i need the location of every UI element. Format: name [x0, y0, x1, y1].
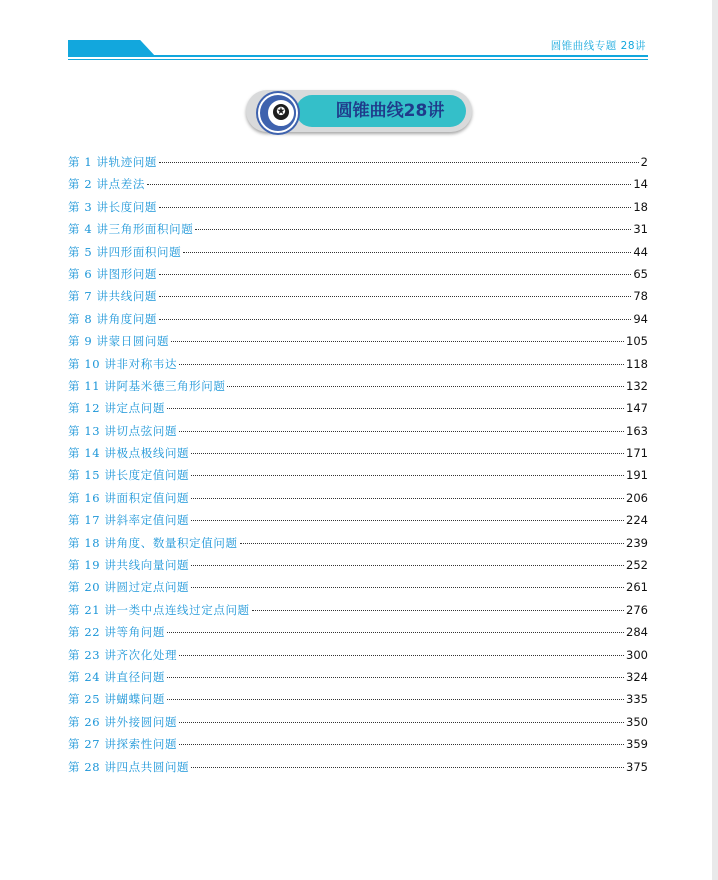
toc-entry[interactable] — [68, 263, 648, 285]
toc-entry-page: 44 — [633, 244, 648, 259]
page-edge — [712, 0, 718, 880]
toc-entry[interactable] — [68, 666, 648, 688]
toc-entry[interactable] — [68, 241, 648, 263]
toc-entry[interactable] — [68, 554, 648, 576]
toc-entry[interactable] — [68, 285, 648, 307]
toc-entry-page: 359 — [626, 737, 648, 752]
toc-entry-page: 105 — [626, 334, 648, 349]
toc-entry[interactable] — [68, 487, 648, 509]
toc-entry-title: 第 14 讲极点极线问题 — [68, 446, 190, 461]
toc-entry-title: 第 24 讲直径问题 — [68, 669, 165, 684]
toc-entry-title: 第 9 讲蒙日圆问题 — [68, 334, 170, 349]
toc-entry-page: 132 — [626, 378, 648, 393]
toc-entry[interactable] — [68, 756, 648, 778]
toc-leader-dots — [191, 498, 624, 499]
toc-entry[interactable] — [68, 688, 648, 710]
toc-entry-page: 284 — [626, 625, 648, 640]
toc-entry-title: 第 7 讲共线问题 — [68, 289, 158, 304]
toc-entry-title: 第 8 讲角度问题 — [68, 311, 158, 326]
toc-entry-title: 第 21 讲一类中点连线过定点问题 — [68, 602, 250, 617]
toc-entry-page: 276 — [626, 602, 648, 617]
toc-entry-title: 第 28 讲四点共圆问题 — [68, 759, 190, 774]
toc-entry[interactable] — [68, 173, 648, 195]
toc-leader-dots — [171, 341, 624, 342]
toc-entry-title: 第 23 讲齐次化处理 — [68, 647, 178, 662]
toc-entry-title: 第 6 讲图形问题 — [68, 266, 158, 281]
running-header-title: 圆锥曲线专题 28讲 — [550, 40, 646, 52]
toc-entry-title: 第 25 讲蝴蝶问题 — [68, 692, 165, 707]
toc-entry-page: 171 — [626, 446, 648, 461]
toc-entry-title: 第 11 讲阿基米德三角形问题 — [68, 378, 226, 393]
toc-entry[interactable] — [68, 308, 648, 330]
toc-entry-page: 14 — [633, 177, 648, 192]
toc-entry[interactable] — [68, 330, 648, 352]
toc-entry-page: 94 — [633, 311, 648, 326]
toc-entry-page: 375 — [626, 759, 648, 774]
toc-leader-dots — [183, 252, 631, 253]
toc-entry-title: 第 4 讲三角形面积问题 — [68, 222, 194, 237]
toc-entry-page: 252 — [626, 558, 648, 573]
toc-entry[interactable] — [68, 644, 648, 666]
toc-entry-page: 206 — [626, 490, 648, 505]
toc-leader-dots — [191, 475, 624, 476]
toc-entry-page: 191 — [626, 468, 648, 483]
toc-leader-dots — [167, 699, 624, 700]
header-rule-thin — [68, 59, 648, 60]
toc-entry-page: 324 — [626, 669, 648, 684]
page-header — [0, 0, 718, 70]
toc-entry-title: 第 3 讲长度问题 — [68, 199, 158, 214]
toc-leader-dots — [179, 655, 624, 656]
toc-leader-dots — [195, 229, 631, 230]
toc-leader-dots — [159, 274, 631, 275]
toc-entry-title: 第 17 讲斜率定值问题 — [68, 513, 190, 528]
toc-leader-dots — [179, 722, 624, 723]
toc-leader-dots — [179, 364, 624, 365]
toc-entry-title: 第 18 讲角度、数量积定值问题 — [68, 535, 238, 550]
toc-leader-dots — [179, 744, 624, 745]
toc-leader-dots — [167, 632, 624, 633]
toc-entry-title: 第 26 讲外接圆问题 — [68, 714, 178, 729]
toc-leader-dots — [179, 431, 624, 432]
toc-entry-page: 147 — [626, 401, 648, 416]
toc-leader-dots — [167, 408, 624, 409]
toc-leader-dots — [191, 453, 624, 454]
toc-entry[interactable] — [68, 353, 648, 375]
toc-leader-dots — [227, 386, 624, 387]
toc-entry[interactable] — [68, 733, 648, 755]
toc-leader-dots — [159, 162, 639, 163]
toc-entry-title: 第 20 讲圆过定点问题 — [68, 580, 190, 595]
toc-entry[interactable] — [68, 464, 648, 486]
toc-entry[interactable] — [68, 711, 648, 733]
toc-entry[interactable] — [68, 509, 648, 531]
toc-leader-dots — [191, 767, 624, 768]
toc-entry-title: 第 27 讲探索性问题 — [68, 737, 178, 752]
toc-entry[interactable] — [68, 151, 648, 173]
toc-entry-title: 第 12 讲定点问题 — [68, 401, 165, 416]
toc-leader-dots — [159, 207, 631, 208]
toc-entry-page: 350 — [626, 714, 648, 729]
toc-entry-page: 18 — [633, 199, 648, 214]
toc-entry[interactable] — [68, 599, 648, 621]
toc-entry-page: 224 — [626, 513, 648, 528]
toc-entry[interactable] — [68, 442, 648, 464]
toc-entry-page: 300 — [626, 647, 648, 662]
star-medal-icon: ✪ — [273, 104, 289, 120]
toc-leader-dots — [159, 296, 631, 297]
toc-entry-title: 第 10 讲非对称韦达 — [68, 356, 178, 371]
toc-entry[interactable] — [68, 621, 648, 643]
toc-entry-page: 118 — [626, 356, 648, 371]
header-rule — [68, 55, 648, 57]
toc-entry-title: 第 16 讲面积定值问题 — [68, 490, 190, 505]
toc-entry-page: 261 — [626, 580, 648, 595]
toc-entry-title: 第 2 讲点差法 — [68, 177, 145, 192]
toc-entry[interactable] — [68, 218, 648, 240]
toc-entry-title: 第 15 讲长度定值问题 — [68, 468, 190, 483]
toc-entry[interactable] — [68, 576, 648, 598]
toc-entry[interactable] — [68, 397, 648, 419]
toc-entry[interactable] — [68, 532, 648, 554]
toc-entry-page: 78 — [633, 289, 648, 304]
toc-leader-dots — [167, 677, 624, 678]
toc-leader-dots — [252, 610, 624, 611]
toc-entry-title: 第 13 讲切点弦问题 — [68, 423, 178, 438]
toc-leader-dots — [191, 565, 624, 566]
toc-entry-page: 65 — [633, 266, 648, 281]
toc-leader-dots — [191, 520, 624, 521]
toc-entry-title: 第 22 讲等角问题 — [68, 625, 165, 640]
toc-entry[interactable] — [68, 420, 648, 442]
toc-entry-page: 335 — [626, 692, 648, 707]
toc-leader-dots — [191, 587, 624, 588]
toc-entry-page: 2 — [640, 155, 648, 169]
toc-heading: 圆锥曲线28讲 — [335, 101, 445, 121]
toc-leader-dots — [147, 184, 631, 185]
table-of-contents — [68, 151, 648, 778]
toc-entry-page: 163 — [626, 423, 648, 438]
toc-leader-dots — [240, 543, 625, 544]
toc-entry[interactable] — [68, 375, 648, 397]
toc-entry-title: 第 1 讲轨迹问题 — [68, 155, 158, 169]
toc-entry-page: 239 — [626, 535, 648, 550]
toc-entry[interactable] — [68, 196, 648, 218]
toc-entry-title: 第 5 讲四形面积问题 — [68, 244, 182, 259]
toc-leader-dots — [159, 319, 631, 320]
toc-entry-page: 31 — [633, 222, 648, 237]
toc-entry-title: 第 19 讲共线向量问题 — [68, 558, 190, 573]
